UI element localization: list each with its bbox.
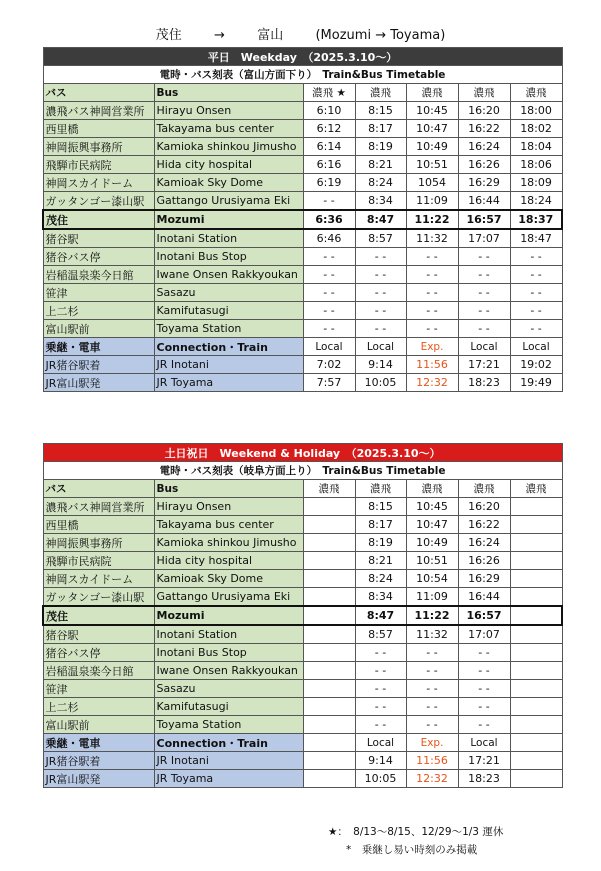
time-cell: - -: [406, 662, 458, 680]
column-header-row: [43, 480, 562, 498]
train-type-cell: [510, 734, 562, 752]
time-cell: 16:29: [458, 570, 510, 588]
operator-header: 濃飛: [355, 84, 406, 102]
highlight-row-mozumi: [43, 606, 562, 625]
time-cell: 10:49: [406, 534, 458, 552]
operator-header: 濃飛: [458, 84, 510, 102]
time-cell: - -: [510, 302, 562, 320]
time-cell: 8:47: [355, 210, 406, 229]
time-cell: 17:07: [458, 625, 510, 644]
stop-name-en: Mozumi: [154, 606, 303, 625]
train-time-cell: 9:14: [355, 752, 406, 770]
column-header-row: [43, 84, 562, 102]
stop-name-jp: 猪谷バス停: [43, 248, 154, 266]
train-type-cell: Local: [303, 338, 355, 356]
stop-name-jp: 岩稲温泉楽今日館: [43, 662, 154, 680]
stop-name-jp: 茂住: [43, 606, 154, 625]
time-cell: [303, 644, 355, 662]
time-cell: 10:47: [406, 120, 458, 138]
train-station-jp: JR富山駅発: [43, 374, 154, 392]
table-row: [43, 174, 562, 192]
time-cell: 6:12: [303, 120, 355, 138]
time-cell: - -: [303, 192, 355, 211]
weekday-subheader-row: [43, 66, 562, 84]
time-cell: 16:26: [458, 156, 510, 174]
stop-name-en: Gattango Urusiyama Eki: [154, 192, 303, 211]
train-time-cell: 19:02: [510, 356, 562, 374]
stop-name-en: Inotani Bus Stop: [154, 248, 303, 266]
table-row: [43, 498, 562, 516]
time-cell: 8:24: [355, 570, 406, 588]
time-cell: - -: [458, 248, 510, 266]
connection-label-jp: 乗継・電車: [43, 734, 154, 752]
time-cell: - -: [510, 266, 562, 284]
stop-name-en: Sasazu: [154, 284, 303, 302]
time-cell: - -: [355, 248, 406, 266]
stop-name-en: Kamioak Sky Dome: [154, 174, 303, 192]
time-cell: 6:46: [303, 229, 355, 248]
train-station-jp: JR猪谷駅着: [43, 356, 154, 374]
train-time-cell: 10:05: [355, 770, 406, 788]
time-cell: - -: [458, 662, 510, 680]
train-time-cell: 17:21: [458, 356, 510, 374]
note-asterisk: * 乗継し易い時刻のみ掲載: [346, 844, 478, 856]
train-time-cell: 17:21: [458, 752, 510, 770]
stop-name-en: Toyama Station: [154, 716, 303, 734]
time-cell: [510, 516, 562, 534]
train-row: [43, 374, 562, 392]
stop-name-jp: 笹津: [43, 680, 154, 698]
time-cell: - -: [458, 284, 510, 302]
time-cell: 16:29: [458, 174, 510, 192]
time-cell: - -: [303, 266, 355, 284]
stop-name-en: Takayama bus center: [154, 120, 303, 138]
weekday-header: 平日 Weekday （2025.3.10～）: [43, 48, 562, 66]
train-time-cell: 19:49: [510, 374, 562, 392]
time-cell: - -: [355, 320, 406, 338]
time-cell: [510, 716, 562, 734]
train-station-en: JR Toyama: [154, 770, 303, 788]
train-type-cell: Local: [355, 338, 406, 356]
time-cell: 18:24: [510, 192, 562, 211]
train-time-cell: [510, 752, 562, 770]
holiday-subheader: 電時・バス刻表（岐阜方面上り） Train&Bus Timetable: [43, 462, 562, 480]
time-cell: - -: [406, 716, 458, 734]
stop-name-en: Kamifutasugi: [154, 698, 303, 716]
title-arrow: →: [214, 28, 225, 43]
table-row: [43, 284, 562, 302]
train-time-cell: 11:56: [406, 356, 458, 374]
stop-name-en: Iwane Onsen Rakkyoukan: [154, 266, 303, 284]
time-cell: - -: [406, 680, 458, 698]
time-cell: - -: [510, 320, 562, 338]
time-cell: [510, 570, 562, 588]
time-cell: - -: [458, 266, 510, 284]
time-cell: 18:02: [510, 120, 562, 138]
weekday-subheader: 電時・バス刻表（富山方面下り） Train&Bus Timetable: [43, 66, 562, 84]
time-cell: - -: [303, 320, 355, 338]
connection-row: [43, 338, 562, 356]
time-cell: 8:15: [355, 498, 406, 516]
stop-name-jp: 西里橋: [43, 516, 154, 534]
time-cell: 11:22: [406, 606, 458, 625]
time-cell: 18:47: [510, 229, 562, 248]
table-row: [43, 102, 562, 120]
holiday-subheader-row: [43, 462, 562, 480]
time-cell: 11:09: [406, 192, 458, 211]
weekday-timetable: [42, 47, 561, 392]
stop-name-en: Mozumi: [154, 210, 303, 229]
col-header-jp: バス: [43, 480, 154, 498]
time-cell: 10:54: [406, 570, 458, 588]
train-time-cell: 10:05: [355, 374, 406, 392]
stop-name-en: Toyama Station: [154, 320, 303, 338]
time-cell: [303, 552, 355, 570]
table-row: [43, 680, 562, 698]
train-time-cell: 12:32: [406, 374, 458, 392]
time-cell: 16:20: [458, 102, 510, 120]
connection-row: [43, 734, 562, 752]
table-row: [43, 644, 562, 662]
footnotes: [328, 823, 503, 859]
table-row: [43, 138, 562, 156]
operator-header: 濃飛: [406, 480, 458, 498]
time-cell: 8:47: [355, 606, 406, 625]
stop-name-jp: 茂住: [43, 210, 154, 229]
time-cell: 10:49: [406, 138, 458, 156]
stop-name-jp: 富山駅前: [43, 320, 154, 338]
operator-header: 濃飛 ★: [303, 84, 355, 102]
stop-name-en: Hirayu Onsen: [154, 102, 303, 120]
train-type-cell: Exp.: [406, 734, 458, 752]
train-time-cell: 7:02: [303, 356, 355, 374]
note-star: ★： 8/13～8/15、12/29～1/3 運休: [328, 826, 504, 838]
time-cell: - -: [406, 320, 458, 338]
time-cell: 18:00: [510, 102, 562, 120]
stop-name-jp: 神岡スカイドーム: [43, 570, 154, 588]
train-time-cell: 18:23: [458, 770, 510, 788]
time-cell: 8:34: [355, 192, 406, 211]
stop-name-jp: 神岡振興事務所: [43, 138, 154, 156]
time-cell: 16:22: [458, 516, 510, 534]
table-row: [43, 320, 562, 338]
time-cell: 11:09: [406, 588, 458, 607]
time-cell: - -: [303, 248, 355, 266]
train-type-cell: Exp.: [406, 338, 458, 356]
stop-name-en: Kamioka shinkou Jimusho: [154, 138, 303, 156]
time-cell: 6:36: [303, 210, 355, 229]
stop-name-en: Sasazu: [154, 680, 303, 698]
time-cell: 11:22: [406, 210, 458, 229]
train-station-jp: JR猪谷駅着: [43, 752, 154, 770]
time-cell: - -: [355, 662, 406, 680]
stop-name-jp: 上二杉: [43, 698, 154, 716]
time-cell: 6:14: [303, 138, 355, 156]
col-header-en: Bus: [154, 84, 303, 102]
time-cell: 10:51: [406, 156, 458, 174]
time-cell: - -: [355, 266, 406, 284]
time-cell: 8:24: [355, 174, 406, 192]
time-cell: [510, 534, 562, 552]
stop-name-jp: 濃飛バス神岡営業所: [43, 102, 154, 120]
time-cell: [303, 625, 355, 644]
stop-name-jp: 濃飛バス神岡営業所: [43, 498, 154, 516]
col-header-en: Bus: [154, 480, 303, 498]
train-type-cell: Local: [355, 734, 406, 752]
stop-name-jp: ガッタンゴー漆山駅: [43, 192, 154, 211]
time-cell: [510, 588, 562, 607]
time-cell: [303, 498, 355, 516]
stop-name-en: Hida city hospital: [154, 552, 303, 570]
train-station-en: JR Inotani: [154, 752, 303, 770]
time-cell: - -: [458, 302, 510, 320]
train-station-en: JR Inotani: [154, 356, 303, 374]
time-cell: - -: [406, 284, 458, 302]
time-cell: [303, 588, 355, 607]
operator-header: 濃飛: [355, 480, 406, 498]
connection-label-en: Connection・Train: [154, 338, 303, 356]
time-cell: [510, 680, 562, 698]
stop-name-jp: 西里橋: [43, 120, 154, 138]
time-cell: 8:21: [355, 156, 406, 174]
time-cell: - -: [510, 248, 562, 266]
stop-name-en: Inotani Bus Stop: [154, 644, 303, 662]
time-cell: 18:04: [510, 138, 562, 156]
stop-name-jp: ガッタンゴー漆山駅: [43, 588, 154, 607]
stop-name-en: Kamioka shinkou Jimusho: [154, 534, 303, 552]
title-from: 茂住: [155, 28, 182, 43]
time-cell: 1054: [406, 174, 458, 192]
time-cell: - -: [406, 302, 458, 320]
time-cell: [303, 698, 355, 716]
table-row: [43, 229, 562, 248]
time-cell: - -: [406, 698, 458, 716]
holiday-header-row: [43, 444, 562, 462]
stop-name-en: Hirayu Onsen: [154, 498, 303, 516]
stop-name-en: Hida city hospital: [154, 156, 303, 174]
stop-name-en: Takayama bus center: [154, 516, 303, 534]
highlight-row-mozumi: [43, 210, 562, 229]
time-cell: 6:10: [303, 102, 355, 120]
time-cell: 8:17: [355, 516, 406, 534]
train-time-cell: [303, 770, 355, 788]
time-cell: 16:22: [458, 120, 510, 138]
time-cell: 10:45: [406, 498, 458, 516]
stop-name-jp: 笹津: [43, 284, 154, 302]
time-cell: 10:47: [406, 516, 458, 534]
train-time-cell: [510, 770, 562, 788]
stop-name-jp: 猪谷駅: [43, 229, 154, 248]
stop-name-en: Gattango Urusiyama Eki: [154, 588, 303, 607]
train-type-cell: Local: [458, 338, 510, 356]
time-cell: - -: [458, 680, 510, 698]
train-row: [43, 356, 562, 374]
time-cell: - -: [510, 284, 562, 302]
time-cell: [510, 625, 562, 644]
table-row: [43, 662, 562, 680]
table-row: [43, 248, 562, 266]
connection-label-en: Connection・Train: [154, 734, 303, 752]
time-cell: - -: [458, 698, 510, 716]
time-cell: - -: [303, 302, 355, 320]
table-row: [43, 156, 562, 174]
train-time-cell: 11:56: [406, 752, 458, 770]
time-cell: 8:17: [355, 120, 406, 138]
stop-name-jp: 神岡スカイドーム: [43, 174, 154, 192]
time-cell: - -: [355, 716, 406, 734]
train-type-cell: [303, 734, 355, 752]
time-cell: - -: [406, 266, 458, 284]
table-row: [43, 192, 562, 211]
time-cell: - -: [303, 284, 355, 302]
holiday-header: 土日祝日 Weekend & Holiday （2025.3.10～）: [43, 444, 562, 462]
time-cell: [510, 606, 562, 625]
time-cell: [510, 552, 562, 570]
time-cell: 18:09: [510, 174, 562, 192]
time-cell: - -: [355, 302, 406, 320]
operator-header: 濃飛: [406, 84, 458, 102]
time-cell: [510, 698, 562, 716]
train-row: [43, 752, 562, 770]
time-cell: 8:19: [355, 138, 406, 156]
time-cell: 6:19: [303, 174, 355, 192]
time-cell: 6:16: [303, 156, 355, 174]
time-cell: [303, 534, 355, 552]
time-cell: 8:34: [355, 588, 406, 607]
stop-name-jp: 富山駅前: [43, 716, 154, 734]
table-row: [43, 588, 562, 607]
time-cell: 16:20: [458, 498, 510, 516]
train-row: [43, 770, 562, 788]
table-row: [43, 716, 562, 734]
operator-header: 濃飛: [510, 480, 562, 498]
stop-name-en: Inotani Station: [154, 229, 303, 248]
train-type-cell: Local: [510, 338, 562, 356]
train-time-cell: [303, 752, 355, 770]
time-cell: 16:57: [458, 210, 510, 229]
time-cell: 16:44: [458, 588, 510, 607]
weekday-header-row: [43, 48, 562, 66]
time-cell: 10:45: [406, 102, 458, 120]
stop-name-en: Iwane Onsen Rakkyoukan: [154, 662, 303, 680]
time-cell: 16:44: [458, 192, 510, 211]
operator-header: 濃飛: [458, 480, 510, 498]
time-cell: 8:21: [355, 552, 406, 570]
time-cell: 10:51: [406, 552, 458, 570]
stop-name-jp: 上二杉: [43, 302, 154, 320]
stop-name-en: Inotani Station: [154, 625, 303, 644]
operator-header: 濃飛: [303, 480, 355, 498]
time-cell: - -: [355, 680, 406, 698]
train-time-cell: 7:57: [303, 374, 355, 392]
operator-header: 濃飛: [510, 84, 562, 102]
time-cell: [510, 644, 562, 662]
time-cell: 17:07: [458, 229, 510, 248]
time-cell: 8:19: [355, 534, 406, 552]
time-cell: 18:37: [510, 210, 562, 229]
time-cell: 16:26: [458, 552, 510, 570]
title-english: (Mozumi → Toyama): [315, 28, 446, 43]
time-cell: [510, 662, 562, 680]
time-cell: - -: [406, 644, 458, 662]
time-cell: [303, 570, 355, 588]
time-cell: 16:24: [458, 138, 510, 156]
table-row: [43, 120, 562, 138]
table-row: [43, 625, 562, 644]
page-title: [0, 24, 601, 43]
holiday-timetable: [42, 443, 561, 788]
time-cell: 11:32: [406, 625, 458, 644]
time-cell: - -: [458, 320, 510, 338]
table-row: [43, 516, 562, 534]
time-cell: [303, 716, 355, 734]
time-cell: - -: [406, 248, 458, 266]
time-cell: 8:57: [355, 229, 406, 248]
train-station-en: JR Toyama: [154, 374, 303, 392]
time-cell: 16:57: [458, 606, 510, 625]
time-cell: - -: [355, 698, 406, 716]
stop-name-en: Kamifutasugi: [154, 302, 303, 320]
stop-name-jp: 神岡振興事務所: [43, 534, 154, 552]
time-cell: - -: [458, 716, 510, 734]
stop-name-jp: 猪谷バス停: [43, 644, 154, 662]
table-row: [43, 552, 562, 570]
time-cell: 11:32: [406, 229, 458, 248]
train-station-jp: JR富山駅発: [43, 770, 154, 788]
table-row: [43, 570, 562, 588]
time-cell: [303, 516, 355, 534]
train-time-cell: 9:14: [355, 356, 406, 374]
time-cell: 16:24: [458, 534, 510, 552]
time-cell: 8:15: [355, 102, 406, 120]
stop-name-jp: 飛騨市民病院: [43, 156, 154, 174]
time-cell: 18:06: [510, 156, 562, 174]
stop-name-jp: 飛騨市民病院: [43, 552, 154, 570]
train-time-cell: 18:23: [458, 374, 510, 392]
stop-name-jp: 猪谷駅: [43, 625, 154, 644]
table-row: [43, 302, 562, 320]
time-cell: - -: [355, 644, 406, 662]
time-cell: 8:57: [355, 625, 406, 644]
time-cell: - -: [355, 284, 406, 302]
col-header-jp: バス: [43, 84, 154, 102]
stop-name-jp: 岩稲温泉楽今日館: [43, 266, 154, 284]
connection-label-jp: 乗継・電車: [43, 338, 154, 356]
table-row: [43, 698, 562, 716]
title-to: 富山: [257, 28, 284, 43]
train-type-cell: Local: [458, 734, 510, 752]
time-cell: - -: [458, 644, 510, 662]
time-cell: [303, 606, 355, 625]
time-cell: [510, 498, 562, 516]
time-cell: [303, 680, 355, 698]
table-row: [43, 534, 562, 552]
train-time-cell: 12:32: [406, 770, 458, 788]
time-cell: [303, 662, 355, 680]
stop-name-en: Kamioak Sky Dome: [154, 570, 303, 588]
table-row: [43, 266, 562, 284]
